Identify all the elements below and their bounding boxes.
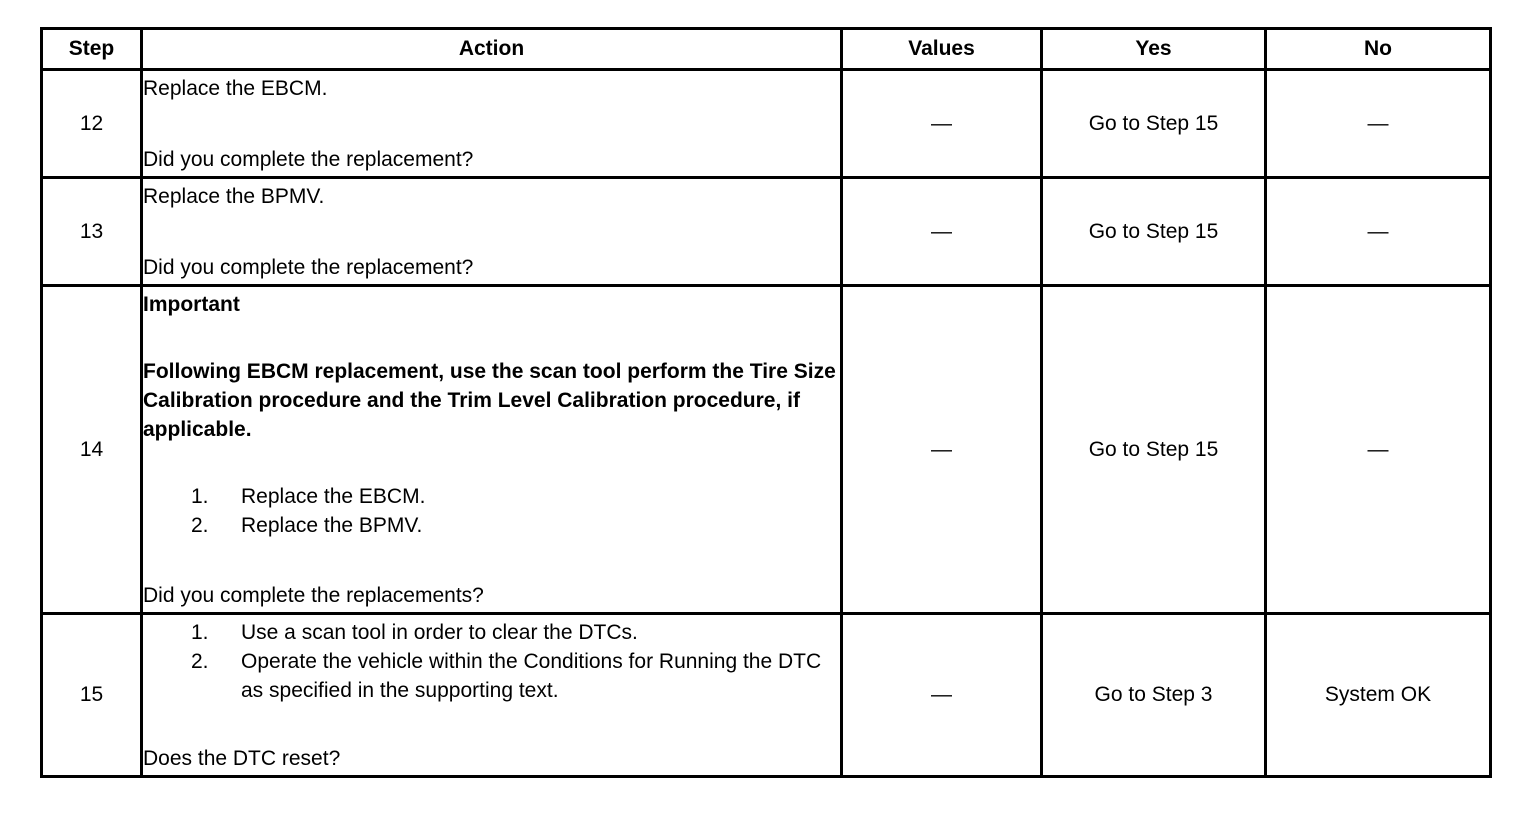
- step-number: 12: [42, 70, 142, 178]
- action-question: Did you complete the replacement?: [143, 147, 474, 171]
- step-number: 14: [42, 286, 142, 614]
- table-row: [42, 178, 1491, 286]
- action-question: Did you complete the replacements?: [143, 583, 484, 607]
- header-values: Values: [842, 29, 1042, 70]
- yes-cell: Go to Step 15: [1042, 178, 1266, 286]
- no-cell: —: [1266, 70, 1491, 178]
- step-number: 13: [42, 178, 142, 286]
- action-text: Replace the EBCM.: [143, 76, 328, 100]
- no-cell: —: [1266, 178, 1491, 286]
- action-text: Replace the BPMV.: [143, 184, 325, 208]
- procedure-list: [143, 482, 840, 540]
- action-cell: [142, 614, 842, 777]
- no-cell: —: [1266, 286, 1491, 614]
- table-header-row: [42, 29, 1491, 70]
- procedure-list: [143, 618, 840, 705]
- important-title: Important: [143, 292, 240, 316]
- header-step: Step: [42, 29, 142, 70]
- values-cell: —: [842, 286, 1042, 614]
- table-row: [42, 614, 1491, 777]
- step-number: 15: [42, 614, 142, 777]
- header-no: No: [1266, 29, 1491, 70]
- list-item: 2. Replace the BPMV.: [191, 513, 423, 537]
- yes-cell: Go to Step 3: [1042, 614, 1266, 777]
- table-row: [42, 286, 1491, 614]
- diagnostic-table: [40, 27, 1492, 778]
- yes-cell: Go to Step 15: [1042, 286, 1266, 614]
- values-cell: —: [842, 178, 1042, 286]
- values-cell: —: [842, 614, 1042, 777]
- table-row: [42, 70, 1491, 178]
- action-cell: [142, 286, 842, 614]
- action-question: Did you complete the replacement?: [143, 255, 474, 279]
- action-question: Does the DTC reset?: [143, 746, 341, 770]
- action-cell: [142, 178, 842, 286]
- no-cell: System OK: [1266, 614, 1491, 777]
- yes-cell: Go to Step 15: [1042, 70, 1266, 178]
- values-cell: —: [842, 70, 1042, 178]
- header-yes: Yes: [1042, 29, 1266, 70]
- list-item: 2. Operate the vehicle within the Conditions for Running the DTC as specified in the supporting text.: [191, 649, 822, 702]
- header-action: Action: [142, 29, 842, 70]
- list-item: 1. Replace the EBCM.: [191, 484, 426, 508]
- action-cell: [142, 70, 842, 178]
- important-text: Following EBCM replacement, use the scan tool perform the Tire Size Calibration procedure and the Trim Level Calibration procedure, if applicable.: [143, 359, 836, 441]
- list-item: 1. Use a scan tool in order to clear the DTCs.: [191, 620, 638, 644]
